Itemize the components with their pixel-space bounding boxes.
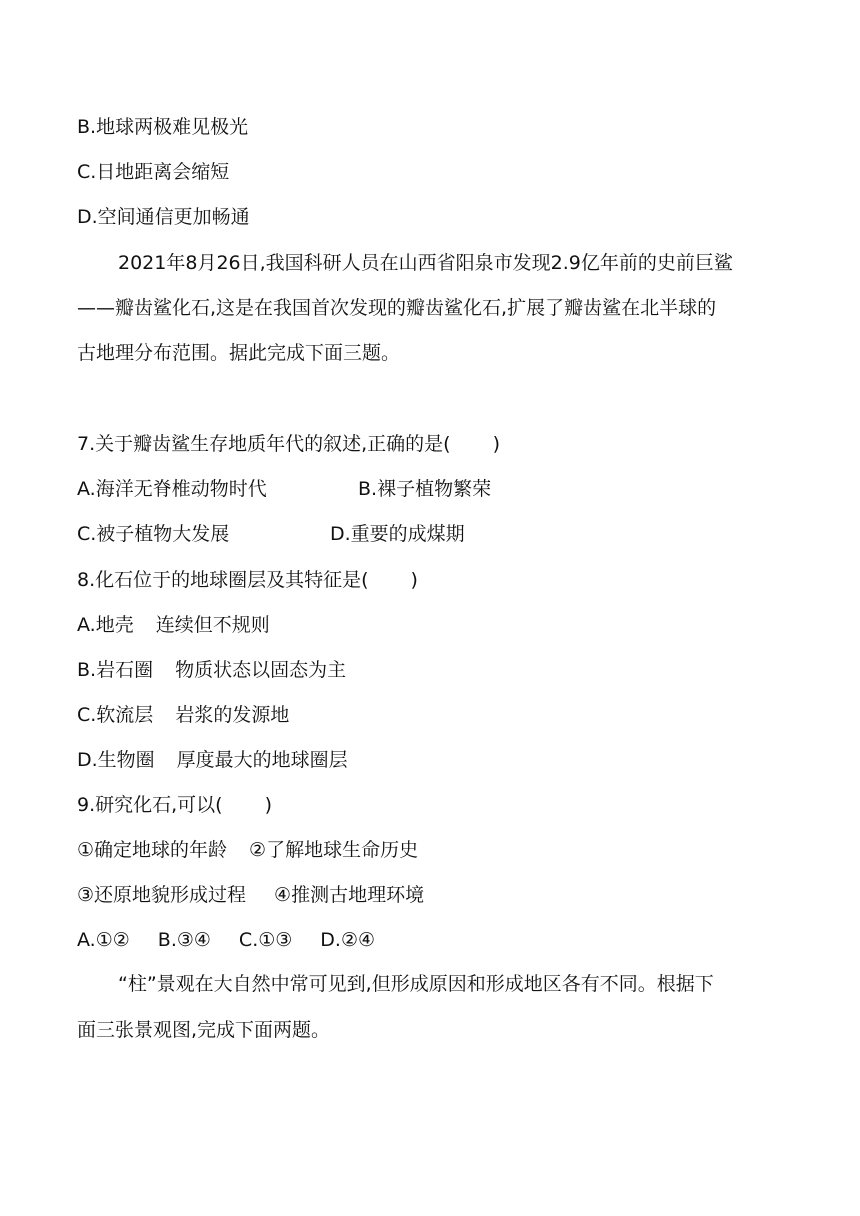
statement-3: ③还原地貌形成过程 [77,884,247,906]
question-7-text: 7.关于瓣齿鲨生存地质年代的叙述,正确的是( [77,433,451,455]
statement-4: ④推测古地理环境 [274,884,425,906]
question-9-option-a: A.①② [77,929,130,951]
option-text: 连续但不规则 [155,614,270,636]
question-7-stem [77,430,500,458]
statement-2: ②了解地球生命历史 [249,839,419,861]
option-text: 岩浆的发源地 [175,704,290,726]
option-d-prev: D.空间通信更加畅通 [77,206,250,228]
question-9-option-b: B.③④ [157,929,211,951]
question-9-option-c: C.①③ [238,929,293,951]
option-label: B.岩石圈 [77,659,154,681]
question-8-option-b [77,656,346,684]
passage1-line2: ——瓣齿鲨化石,这是在我国首次发现的瓣齿鲨化石,扩展了瓣齿鲨在北半球的 [77,297,717,319]
question-8-close: ) [410,569,418,591]
question-7-option-a: A.海洋无脊椎动物时代 [77,478,267,500]
question-7-option-d: D.重要的成煤期 [330,523,465,545]
question-9-items-row1 [77,836,418,864]
option-label: D.生物圈 [77,749,155,771]
option-text: 厚度最大的地球圈层 [176,749,348,771]
statement-1: ①确定地球的年龄 [77,839,228,861]
option-b-prev: B.地球两极难见极光 [77,116,249,138]
question-7-close: ) [492,433,501,455]
question-8-option-a [77,611,270,639]
question-9-option-d: D.②④ [320,929,376,951]
question-9-close: ) [264,794,273,816]
question-9-items-row2 [77,881,424,909]
passage1-line3: 古地理分布范围。据此完成下面三题。 [77,342,401,364]
question-9-options [77,926,375,954]
question-9-stem [77,791,272,819]
option-text: 物质状态以固态为主 [175,659,347,681]
question-7-option-c: C.被子植物大发展 [77,523,230,545]
option-label: A.地壳 [77,614,134,636]
option-label: C.软流层 [77,704,154,726]
question-7-option-b: B.裸子植物繁荣 [358,478,492,500]
question-9-text: 9.研究化石,可以( [77,794,223,816]
question-8-stem [77,566,418,594]
option-c-prev: C.日地距离会缩短 [77,161,230,183]
passage1-line1: 2021年8月26日,我国科研人员在山西省阳泉市发现2.9亿年前的史前巨鲨 [118,252,733,274]
passage2-line1: “柱”景观在大自然中常可见到,但形成原因和形成地区各有不同。根据下 [118,973,714,995]
question-8-option-c [77,701,289,729]
question-8-option-d [77,746,348,774]
question-8-text: 8.化石位于的地球圈层及其特征是( [77,569,369,591]
passage2-line2: 面三张景观图,完成下面两题。 [77,1019,331,1041]
